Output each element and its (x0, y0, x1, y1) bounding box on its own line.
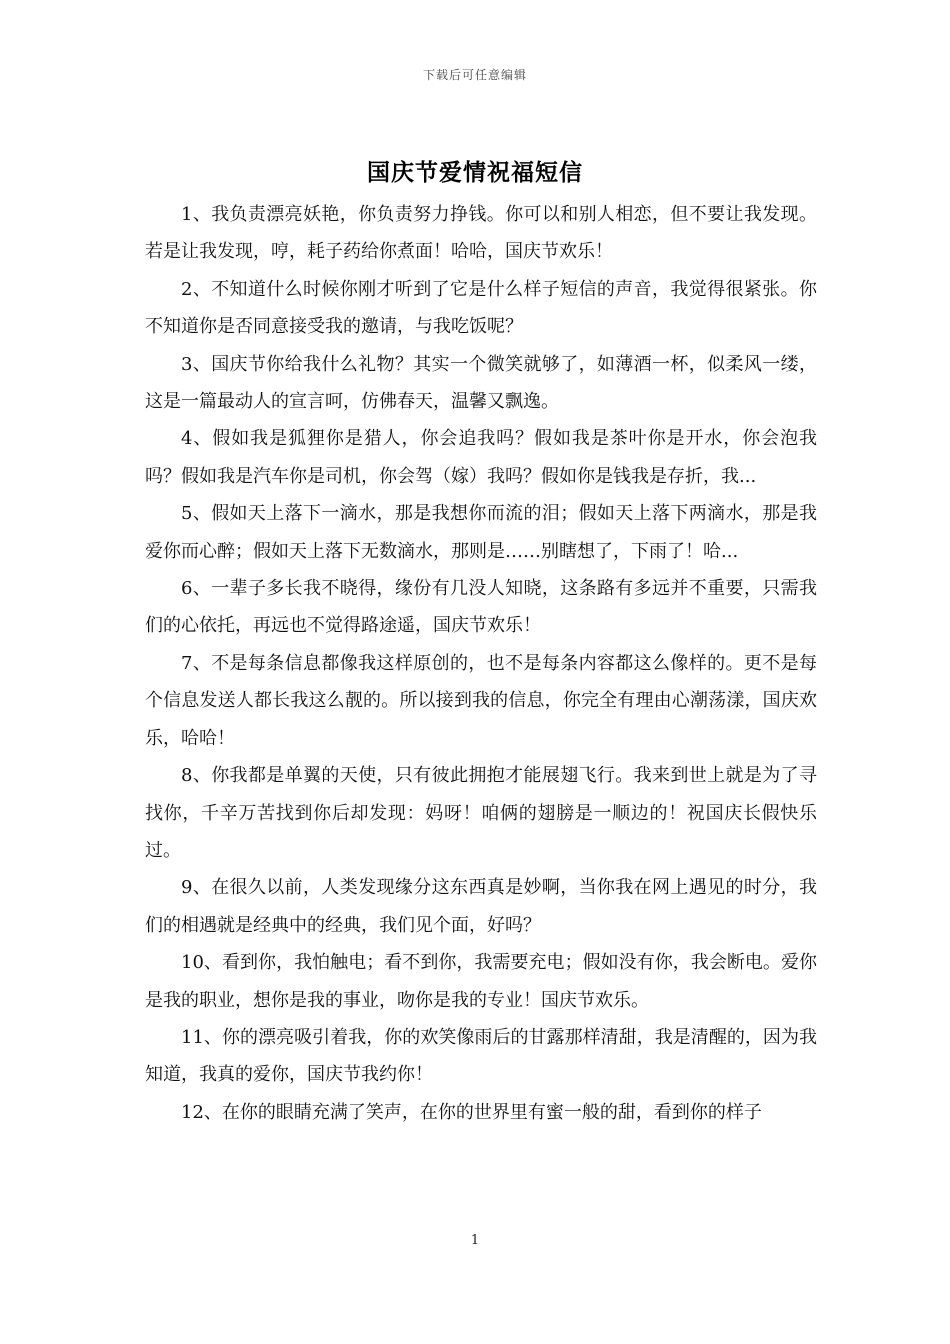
paragraph: 12、在你的眼睛充满了笑声，在你的世界里有蜜一般的甜，看到你的样子 (181, 1101, 762, 1123)
paragraph: 10、看到你，我怕触电；看不到你，我需要充电；假如没有你，我会断电。爱你是我的职业，想你是我的事业，吻你是我的专业！国庆节欢乐。 (145, 952, 817, 1011)
paragraph: 7、不是每条信息都像我这样原创的，也不是每条内容都这么像样的。更不是每个信息发送人都长我这么靓的。所以接到我的信息，你完全有理由心潮荡漾，国庆欢乐，哈哈！ (145, 652, 817, 749)
paragraph: 3、国庆节你给我什么礼物？其实一个微笑就够了，如薄酒一杯，似柔风一缕，这是一篇最动人的宣言呵，仿佛春天，温馨又飘逸。 (145, 353, 817, 413)
paragraph: 4、假如我是狐狸你是猎人，你会追我吗？假如我是茶叶你是开水，你会泡我吗？假如我是汽车你是司机，你会驾（嫁）我吗？假如你是钱我是存折，我... (145, 428, 817, 487)
paragraph: 5、假如天上落下一滴水，那是我想你而流的泪；假如天上落下两滴水，那是我爱你而心醉；假如天上落下无数滴水，那则是……别瞎想了，下雨了！哈... (145, 503, 817, 562)
document-body (145, 196, 817, 1131)
paragraph: 11、你的漂亮吸引着我，你的欢笑像雨后的甘露那样清甜，我是清醒的，因为我知道，我真的爱你，国庆节我约你！ (145, 1026, 817, 1086)
document-title: 国庆节爱情祝福短信 (367, 159, 583, 186)
page-header-note: 下载后可任意编辑 (422, 68, 527, 82)
paragraph: 8、你我都是单翼的天使，只有彼此拥抱才能展翅飞行。我来到世上就是为了寻找你，千辛万苦找到你后却发现：妈呀！咱俩的翅膀是一顺边的！祝国庆长假快乐过。 (145, 765, 817, 861)
paragraph: 2、不知道什么时候你刚才听到了它是什么样子短信的声音，我觉得很紧张。你不知道你是否同意接受我的邀请，与我吃饭呢？ (145, 278, 817, 338)
page-number: 1 (470, 1233, 480, 1248)
paragraph: 6、一辈子多长我不晓得，缘份有几没人知晓，这条路有多远并不重要，只需我们的心依托，再远也不觉得路途遥，国庆节欢乐！ (145, 578, 817, 637)
paragraph: 9、在很久以前，人类发现缘分这东西真是妙啊，当你我在网上遇见的时分，我们的相遇就是经典中的经典，我们见个面，好吗？ (145, 877, 817, 936)
paragraph: 1、我负责漂亮妖艳，你负责努力挣钱。你可以和别人相恋，但不要让我发现。若是让我发现，哼，耗子药给你煮面！哈哈，国庆节欢乐！ (145, 204, 817, 263)
